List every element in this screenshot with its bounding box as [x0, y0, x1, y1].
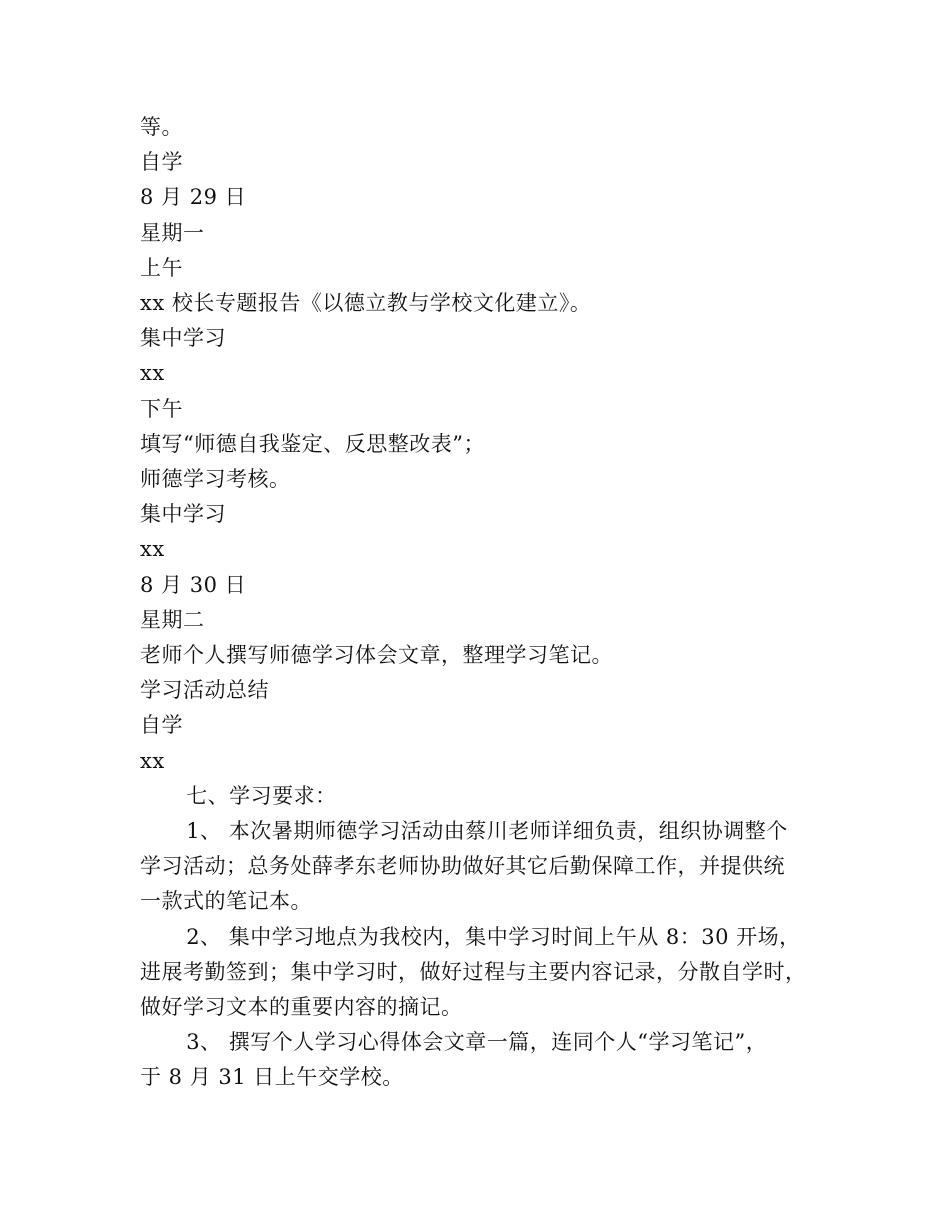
- requirement-item: [140, 920, 830, 1026]
- text-line: 集中学习: [140, 326, 226, 351]
- requirement-line: 于 8 月 31 日上午交学校。: [140, 1065, 404, 1090]
- document-body: [140, 110, 830, 1096]
- requirement-line: 进展考勤签到；集中学习时，做好过程与主要内容记录，分散自学时，: [140, 959, 807, 984]
- text-line: xx: [140, 748, 165, 773]
- text-line: 自学: [140, 713, 183, 738]
- text-line: 等。: [140, 115, 183, 139]
- text-line: 自学: [140, 150, 183, 175]
- requirement-item: [140, 1025, 830, 1095]
- text-line: 星期二: [140, 607, 205, 632]
- requirement-line: 2、 集中学习地点为我校内，集中学习时间上午从 8：30 开场，: [186, 924, 801, 949]
- requirement-line: 3、 撰写个人学习心得体会文章一篇，连同个人“学习笔记”，: [186, 1030, 768, 1055]
- text-line: 8 月 29 日: [140, 185, 247, 210]
- text-line: 学习活动总结: [140, 678, 269, 703]
- requirement-line: 1、 本次暑期师德学习活动由蔡川老师详细负责，组织协调整个: [186, 819, 788, 844]
- requirement-item: [140, 814, 830, 920]
- section-heading: 七、学习要求：: [186, 783, 337, 808]
- text-line: 师德学习考核。: [140, 467, 291, 492]
- text-line: 集中学习: [140, 502, 226, 527]
- requirement-line: 做好学习文本的重要内容的摘记。: [140, 995, 463, 1020]
- text-line: 星期一: [140, 220, 205, 245]
- text-line: xx: [140, 361, 165, 386]
- text-line: xx 校长专题报告《以德立教与学校文化建立》。: [140, 291, 592, 316]
- text-line: 8 月 30 日: [140, 572, 247, 597]
- text-line: 下午: [140, 396, 183, 421]
- requirement-line: 学习活动；总务处薛孝东老师协助做好其它后勤保障工作，并提供统: [140, 854, 785, 879]
- text-line: 老师个人撰写师德学习体会文章，整理学习笔记。: [140, 643, 613, 668]
- text-line: 填写“师德自我鉴定、反思整改表”；: [140, 431, 485, 456]
- text-line: 上午: [140, 255, 183, 280]
- requirement-line: 一款式的笔记本。: [140, 889, 312, 914]
- text-line: xx: [140, 537, 165, 562]
